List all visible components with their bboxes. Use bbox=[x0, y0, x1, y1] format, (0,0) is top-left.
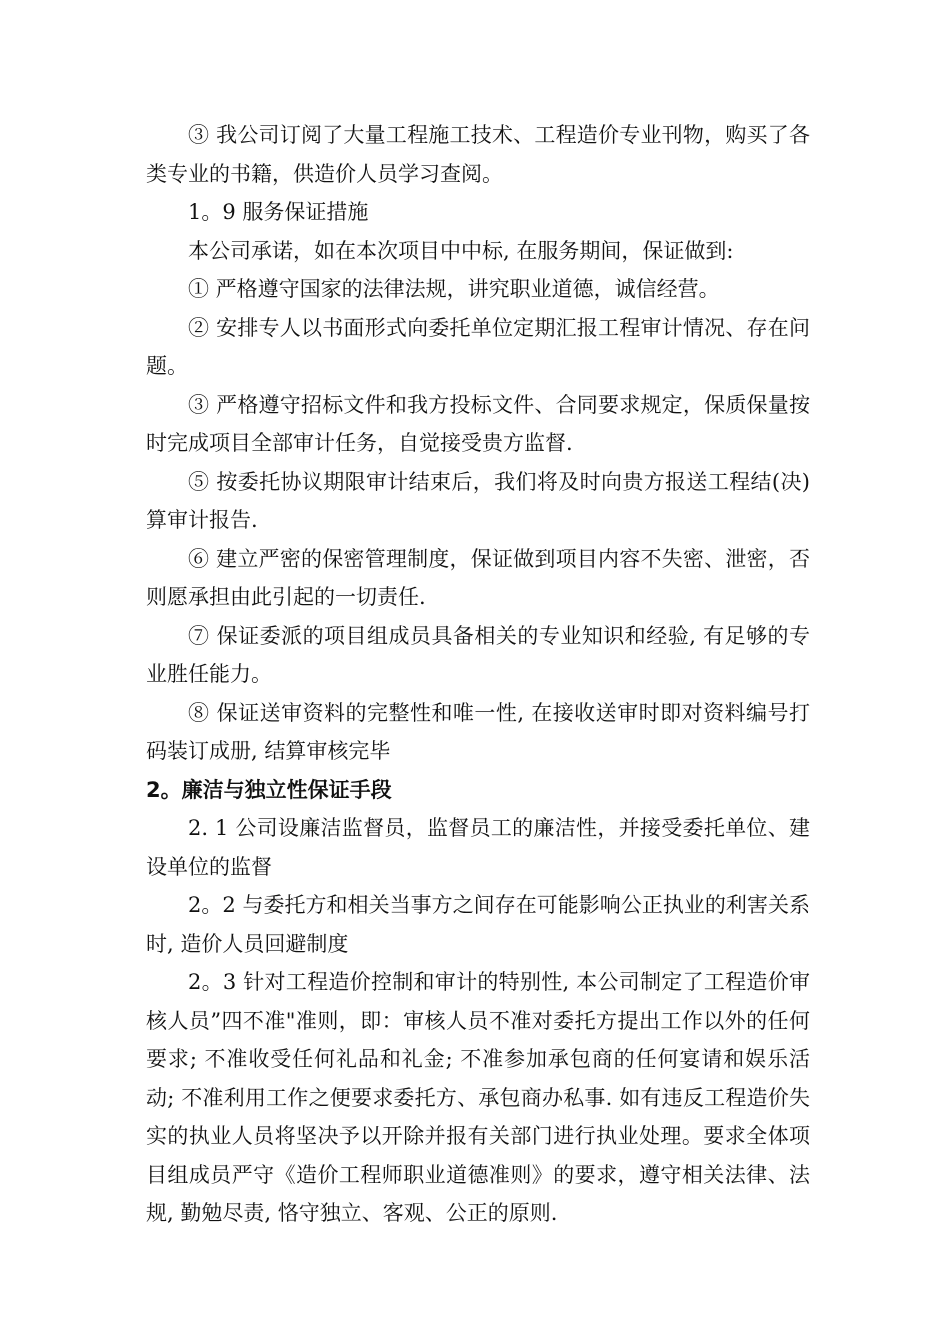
list-item-law-compliance: ① 严格遵守国家的法律法规，讲究职业道德，诚信经营。 bbox=[188, 277, 720, 301]
paragraph-integrity-supervisor: 2. 1 公司设廉洁监督员，监督员工的廉洁性，并接受委托单位、建设单位的监督 bbox=[146, 816, 810, 879]
list-item-team-competence: ⑦ 保证委派的项目组成员具备相关的专业知识和经验, 有足够的专业胜任能力。 bbox=[146, 623, 810, 686]
list-item-audit-report: ⑤ 按委托协议期限审计结束后，我们将及时向贵方报送工程结(决) 算审计报告. bbox=[146, 469, 810, 532]
paragraph-recusal-system: 2。2 与委托方和相关当事方之间存在可能影响公正执业的利害关系时, 造价人员回避制度 bbox=[146, 893, 810, 956]
list-item-document-integrity: ⑧ 保证送审资料的完整性和唯一性, 在接收送审时即对资料编号打码装订成册, 结算审核完毕 bbox=[146, 700, 810, 763]
list-item-bid-compliance: ③ 严格遵守招标文件和我方投标文件、合同要求规定，保质保量按时完成项目全部审计任务，自觉接受贵方监督. bbox=[146, 392, 810, 455]
list-item-confidentiality: ⑥ 建立严密的保密管理制度，保证做到项目内容不失密、泄密，否则愿承担由此引起的一切责任. bbox=[146, 546, 810, 609]
paragraph-literature-subscription: ③ 我公司订阅了大量工程施工技术、工程造价专业刊物，购买了各类专业的书籍，供造价人员学习查阅。 bbox=[146, 123, 810, 186]
paragraph-four-prohibitions: 2。3 针对工程造价控制和审计的特别性, 本公司制定了工程造价审核人员”四不准"准则，即：审核人员不准对委托方提出工作以外的任何要求; 不准收受任何礼品和礼金; 不准参加承包商的任何宴请和娱乐活动; 不准利用工作之便要求委托方、承包商办私事. 如有违反工程造价失实的执业人员将坚决予以开除并报有关部门进行执业处理。要求全体项目组成员严守《造价工程师职业道德准则》的要求，遵守相关法律、法规, 勤勉尽责, 恪守独立、客观、公正的原则. bbox=[146, 970, 810, 1225]
list-item-written-report: ② 安排专人以书面形式向委托单位定期汇报工程审计情况、存在问题。 bbox=[146, 315, 810, 378]
document-body bbox=[146, 116, 810, 1233]
paragraph-company-commitment: 本公司承诺，如在本次项目中中标, 在服务期间，保证做到: bbox=[188, 238, 734, 263]
subheading-service-guarantee: 1。9 服务保证措施 bbox=[188, 200, 369, 224]
section-heading-integrity: 2。廉洁与独立性保证手段 bbox=[146, 777, 392, 802]
